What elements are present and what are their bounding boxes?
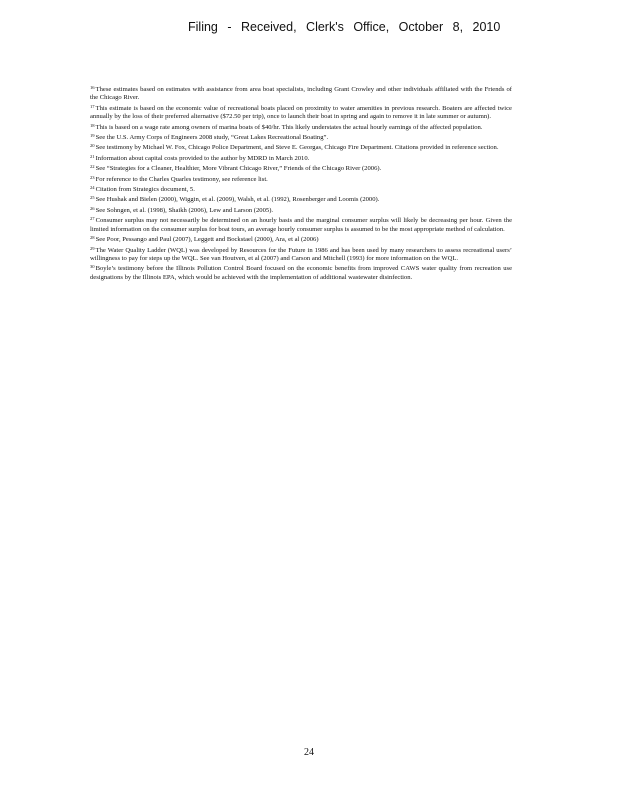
footnote-text: This is based on a wage rate among owners of marina boats of $40/hr. This likely understates the actual hourly earnings of the affected population. xyxy=(95,123,483,131)
footnote-text: This estimate is based on the economic value of recreational boats placed on proximity to water amenities in previous research. Boaters are affected twice annually by the loss of their preferred alternative ($72.50 per trip), once to launch their boat in spring and again to remove it in late summer or autumn). xyxy=(90,104,512,121)
footnote-text: Citation from Strategics document, 5. xyxy=(95,186,195,194)
footnote-text: See the U.S. Army Corps of Engineers 2008 study, “Great Lakes Recreational Boating”. xyxy=(95,134,329,142)
footnote-number: 22 xyxy=(90,164,95,170)
footnote-number: 28 xyxy=(90,235,95,241)
footnote xyxy=(90,205,512,215)
footnote-text: For reference to the Charles Quarles testimony, see reference list. xyxy=(95,175,268,183)
filing-header: Filing - Received, Clerk's Office, October 8, 2010 xyxy=(188,20,501,34)
footnote xyxy=(90,132,512,142)
footnote xyxy=(90,245,512,264)
footnote xyxy=(90,153,512,163)
footnote-number: 29 xyxy=(90,245,95,251)
footnote xyxy=(90,103,512,122)
footnote xyxy=(90,163,512,173)
footnote-number: 30 xyxy=(90,264,95,270)
footnote-text: Consumer surplus may not necessarily be determined on an hourly basis and the marginal consumer surplus will likely be decreasing per hour. Given the limited information on the consumer surplus for boat tours, an average hourly consumer surplus is assumed to be the most appropriate method of calculation. xyxy=(90,217,512,233)
footnote-number: 24 xyxy=(90,185,95,191)
footnote-text: Information about capital costs provided to the author by MDRD in March 2010. xyxy=(95,154,310,162)
footnote-text: See “Strategies for a Cleaner, Healthier, More Vibrant Chicago River,” Friends of the Chicago River (2006). xyxy=(95,165,382,173)
footnote-number: 27 xyxy=(90,216,95,222)
footnote xyxy=(90,184,512,194)
footnote xyxy=(90,142,512,152)
footnote xyxy=(90,84,512,103)
footnote xyxy=(90,122,512,132)
footnotes xyxy=(90,84,512,282)
footnote-text: Boyle’s testimony before the Illinois Pollution Control Board focused on the economic benefits from improved CAWS water quality from recreation use designations by the Illinois EPA, which would be achieved with the implementation of additional wastewater disinfection. xyxy=(90,265,512,281)
footnote-number: 20 xyxy=(90,143,95,149)
footnote-text: The Water Quality Ladder (WQL) was developed by Resources for the Future in 1986 and has been used by many researchers to assess recreational users’ willingness to pay for steps up the WQL. See van Houtven, et al (2007) and Carson and Mitchell (1993) for more information on the WQL. xyxy=(90,246,512,262)
footnote xyxy=(90,234,512,244)
footnote-number: 21 xyxy=(90,153,95,159)
footnote-number: 25 xyxy=(90,195,95,201)
footnote-number: 17 xyxy=(90,103,95,109)
footnote-text: See Poor, Pessango and Paul (2007), Leggett and Bockstael (2000), Ara, et al (2006) xyxy=(95,236,319,244)
footnote xyxy=(90,174,512,184)
footnote-text: See testimony by Michael W. Fox, Chicago Police Department, and Steve E. Georgas, Chicago Fire Department. Citations provided in reference section. xyxy=(95,144,499,152)
footnote xyxy=(90,263,512,282)
footnote-number: 16 xyxy=(90,85,95,90)
page-number: 24 xyxy=(304,747,314,758)
footnote-text: See Sohngen, et al. (1998), Shaikh (2006), Lew and Larson (2005). xyxy=(95,206,274,214)
footnote-number: 23 xyxy=(90,174,95,180)
footnote-number: 18 xyxy=(90,122,95,128)
footnote xyxy=(90,194,512,204)
footnote-number: 26 xyxy=(90,205,95,211)
footnote xyxy=(90,215,512,234)
footnote-text: These estimates based on estimates with assistance from area boat specialists, including Grant Crowley and other individuals affiliated with the Friends of the Chicago River. xyxy=(90,86,512,102)
footnote-number: 19 xyxy=(90,133,95,139)
footnote-text: See Hushak and Bielen (2000), Wiggin, et al. (2009), Walsh, et al. (1992), Rosenberger and Loomis (2000). xyxy=(95,196,380,204)
